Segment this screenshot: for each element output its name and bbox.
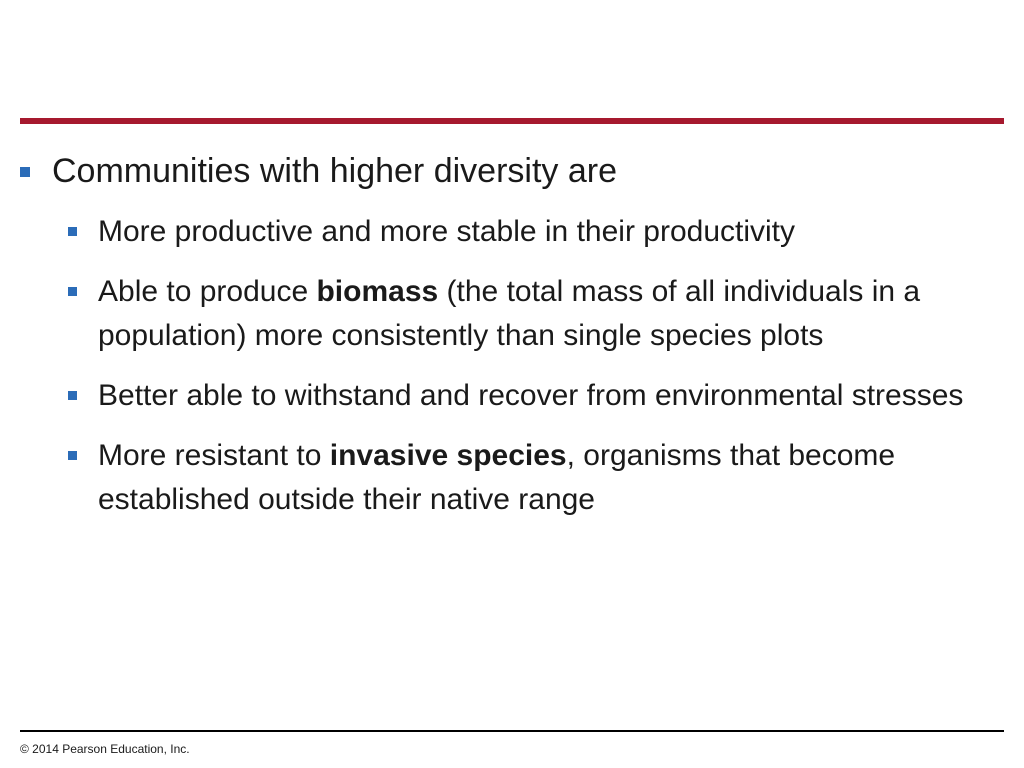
copyright-notice: © 2014 Pearson Education, Inc. [20, 742, 190, 756]
title-divider [20, 118, 1004, 124]
slide-body [20, 150, 1000, 538]
bullet-sub-text-post: (the total mass of all individuals in a population) more consistently than single species plots [98, 275, 921, 352]
term-invasive-species: invasive species [329, 439, 567, 472]
square-bullet-icon [68, 391, 77, 400]
bullet-sub-text-post: , organisms that become established outside their native range [98, 439, 896, 516]
bullet-sub-biomass [68, 270, 1000, 358]
bullet-sub-text-pre: Able to produce [98, 275, 317, 308]
bullet-sub-stress [68, 374, 1000, 418]
square-bullet-icon [20, 167, 30, 177]
square-bullet-icon [68, 451, 77, 460]
bullet-main [20, 150, 1000, 192]
square-bullet-icon [68, 227, 77, 236]
term-biomass: biomass [316, 275, 439, 308]
bullet-main-text: Communities with higher diversity are [52, 152, 617, 190]
bullet-sub-text-pre: More resistant to [98, 439, 330, 472]
bullet-sub-productivity [68, 210, 1000, 254]
square-bullet-icon [68, 287, 77, 296]
bullet-sub-text: Better able to withstand and recover from environmental stresses [98, 379, 964, 412]
bullet-sub-invasive [68, 434, 1000, 522]
bullet-sub-text: More productive and more stable in their productivity [98, 215, 796, 248]
footer-divider [20, 730, 1004, 732]
